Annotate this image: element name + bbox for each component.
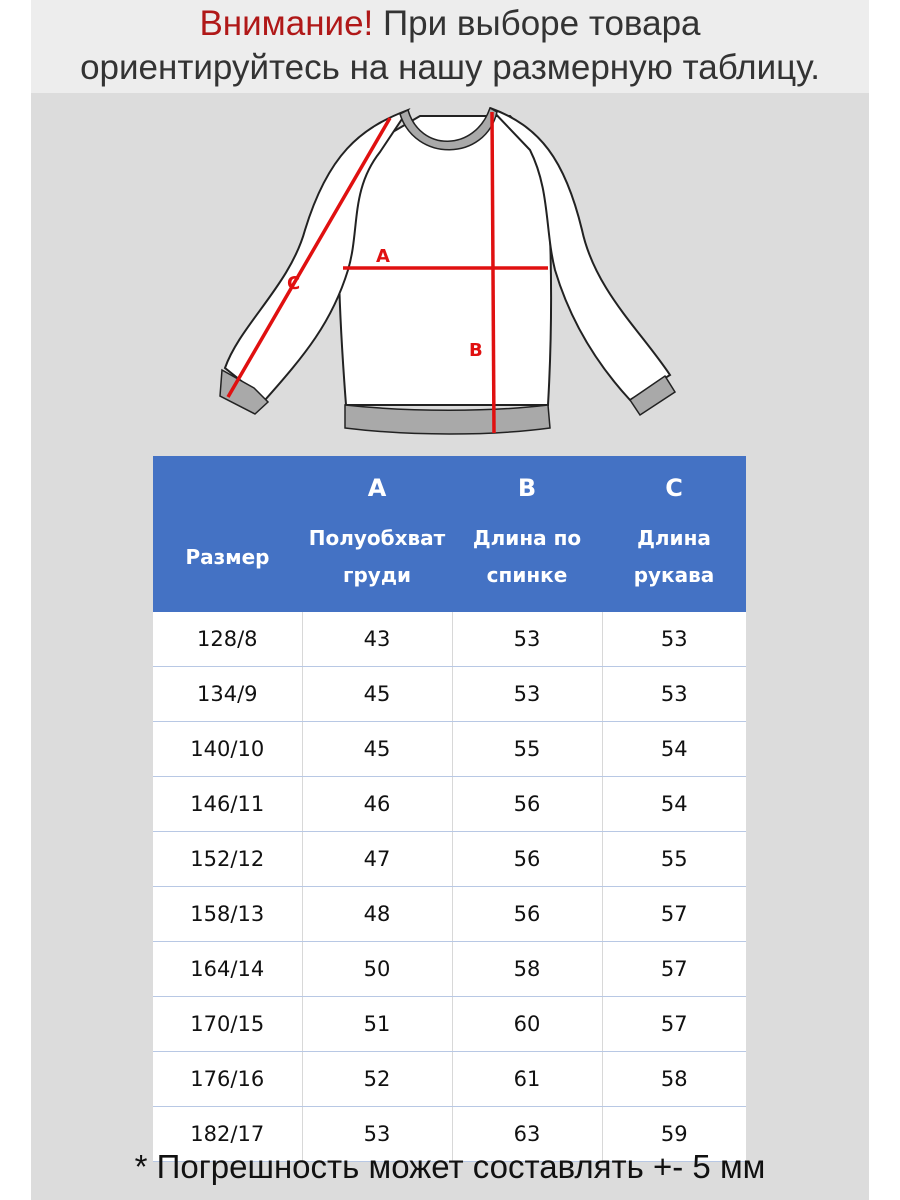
chest-cell: 45 <box>302 722 452 777</box>
chest-cell: 43 <box>302 612 452 667</box>
warning-line-1 <box>31 2 869 46</box>
sleeve-cell: 57 <box>602 887 746 942</box>
table-row <box>153 722 746 777</box>
table-row <box>153 777 746 832</box>
size-cell: 158/13 <box>153 887 302 942</box>
letter-a: A <box>302 456 452 502</box>
col-sleeve-length: Длина рукава <box>602 502 746 612</box>
warning-word: Внимание! <box>199 4 374 43</box>
tolerance-note: * Погрешность может составлять +- 5 мм <box>134 1148 766 1185</box>
table-row <box>153 1052 746 1107</box>
chest-cell: 50 <box>302 942 452 997</box>
sleeve-cell: 58 <box>602 1052 746 1107</box>
size-cell: 152/12 <box>153 832 302 887</box>
size-cell: 134/9 <box>153 667 302 722</box>
table-row <box>153 667 746 722</box>
chest-cell: 45 <box>302 667 452 722</box>
size-cell: 146/11 <box>153 777 302 832</box>
back-cell: 56 <box>452 777 602 832</box>
table-row <box>153 997 746 1052</box>
sleeve-cell: 55 <box>602 832 746 887</box>
chest-cell: 53 <box>302 1107 452 1162</box>
sleeve-cell: 59 <box>602 1107 746 1162</box>
back-cell: 53 <box>452 667 602 722</box>
warning-line-2: ориентируйтесь на нашу размерную таблицу. <box>80 48 820 87</box>
back-cell: 63 <box>452 1107 602 1162</box>
label-a: A <box>376 246 390 267</box>
back-cell: 60 <box>452 997 602 1052</box>
header-names-row <box>153 502 746 612</box>
size-cell: 164/14 <box>153 942 302 997</box>
table-row <box>153 942 746 997</box>
label-b: B <box>469 340 483 361</box>
sleeve-cell: 54 <box>602 777 746 832</box>
waistband <box>345 405 550 434</box>
sleeve-cell: 57 <box>602 942 746 997</box>
back-cell: 56 <box>452 887 602 942</box>
size-cell: 176/16 <box>153 1052 302 1107</box>
size-cell: 182/17 <box>153 1107 302 1162</box>
letter-c: C <box>602 456 746 502</box>
back-cell: 61 <box>452 1052 602 1107</box>
sleeve-cell: 57 <box>602 997 746 1052</box>
size-cell: 140/10 <box>153 722 302 777</box>
back-cell: 53 <box>452 612 602 667</box>
table-row <box>153 832 746 887</box>
measure-b-line <box>492 112 494 433</box>
letter-b: B <box>452 456 602 502</box>
size-cell: 170/15 <box>153 997 302 1052</box>
sleeve-cell: 53 <box>602 667 746 722</box>
col-back-length: Длина по спинке <box>452 502 602 612</box>
header-letters-row <box>153 456 746 502</box>
letter-size <box>153 456 302 502</box>
col-size: Размер <box>153 502 302 612</box>
warning-header <box>31 0 869 93</box>
size-cell: 128/8 <box>153 612 302 667</box>
chest-cell: 51 <box>302 997 452 1052</box>
sleeve-cell: 54 <box>602 722 746 777</box>
chest-cell: 52 <box>302 1052 452 1107</box>
size-table <box>153 456 746 1162</box>
col-chest: Полуобхват груди <box>302 502 452 612</box>
label-c: C <box>287 273 301 294</box>
table-row <box>153 612 746 667</box>
chest-cell: 48 <box>302 887 452 942</box>
back-cell: 58 <box>452 942 602 997</box>
back-cell: 55 <box>452 722 602 777</box>
table-row <box>153 887 746 942</box>
sweatshirt-diagram <box>210 100 690 440</box>
sleeve-cell: 53 <box>602 612 746 667</box>
back-cell: 56 <box>452 832 602 887</box>
chest-cell: 46 <box>302 777 452 832</box>
warning-line-1-text: При выборе товара <box>373 4 701 43</box>
chest-cell: 47 <box>302 832 452 887</box>
